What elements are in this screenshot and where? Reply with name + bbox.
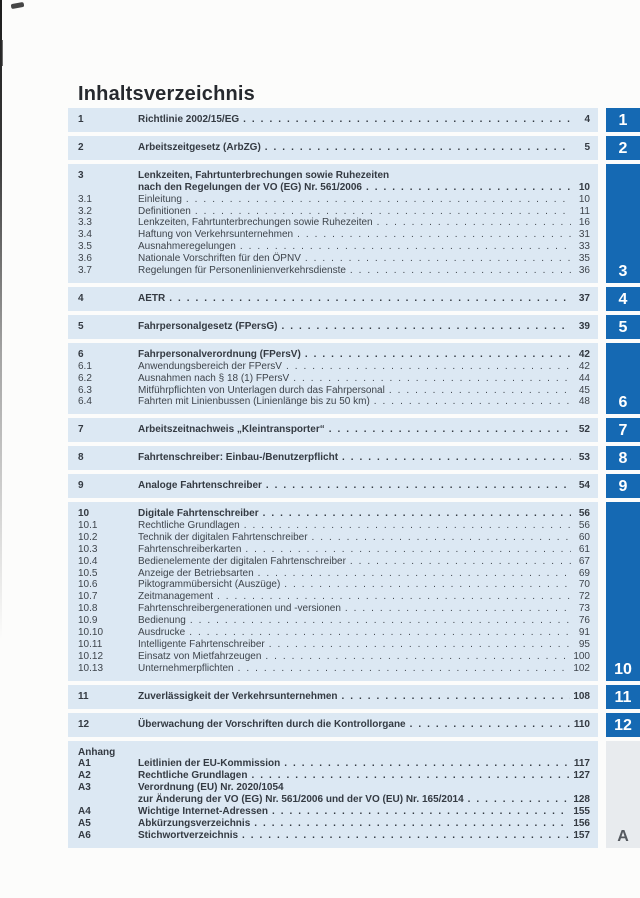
- toc-entry-page: 36: [578, 265, 590, 277]
- toc-entry-number: 10.12: [78, 650, 104, 662]
- toc-entry-page: 60: [578, 531, 590, 543]
- toc-group-stripe: [68, 502, 598, 681]
- chapter-tab-11: [606, 685, 640, 709]
- toc-entry-number: 10.8: [78, 603, 98, 615]
- toc-entry-title: Mitführpflichten von Unterlagen durch das Fahrpersonal: [138, 384, 385, 396]
- toc-entry-number: 10.9: [78, 615, 98, 627]
- toc-entry-title: Richtlinie 2002/15/EG: [138, 114, 240, 125]
- toc-entry-title: Intelligente Fahrtenschreiber: [138, 639, 265, 650]
- toc-entry-title: Überwachung der Vorschriften durch die Kontrollorgane: [138, 718, 406, 730]
- toc-entry-page: 127: [573, 770, 590, 782]
- dot-leader: [240, 241, 571, 253]
- toc-entry-number: 12: [78, 718, 90, 730]
- chapter-tab-3: [606, 164, 640, 283]
- dot-leader: [265, 651, 570, 663]
- toc-entry-title: Ausnahmeregelungen: [138, 241, 236, 253]
- toc-entry-page: 95: [578, 639, 590, 650]
- toc-entry-number: 4: [78, 292, 84, 304]
- toc-entry: [78, 758, 590, 770]
- chapter-tab-label: 7: [618, 422, 628, 440]
- toc-entry-title: Technik der digitalen Fahrtenschreiber: [138, 531, 308, 543]
- dot-leader: [410, 719, 571, 731]
- toc-entry-number: 10.7: [78, 591, 98, 603]
- toc-entry: [78, 770, 590, 782]
- dot-leader: [374, 396, 571, 408]
- toc-entry-title: Haftung von Verkehrsunternehmen: [138, 229, 294, 241]
- toc-entry: [78, 396, 590, 408]
- toc-entry-page: 91: [578, 627, 590, 639]
- toc-entry-title: Abkürzungsverzeichnis: [138, 817, 251, 829]
- dot-leader: [284, 579, 571, 591]
- toc-entry-title: AETR: [138, 292, 166, 304]
- dot-leader: [243, 114, 571, 126]
- toc-group: [68, 741, 640, 848]
- chapter-tab-4: [606, 287, 640, 311]
- toc-entry-page: 44: [578, 372, 590, 384]
- toc-entry: [78, 349, 590, 361]
- toc-entry-number: 10.10: [78, 627, 104, 639]
- dot-leader: [284, 758, 571, 770]
- dot-leader: [254, 818, 570, 830]
- toc-entry-title: Bedienung: [138, 615, 186, 627]
- chapter-tab-label: 2: [618, 139, 628, 157]
- toc-entry-number: 3.1: [78, 193, 92, 205]
- toc-group: [68, 685, 640, 709]
- toc-entry-number: 8: [78, 452, 84, 464]
- dot-leader: [272, 806, 570, 818]
- scan-speck-artifact: [1, 40, 3, 66]
- dot-leader: [281, 321, 571, 333]
- toc-entry: [78, 556, 590, 568]
- toc-entry-page: 72: [578, 591, 590, 603]
- toc-entry: [78, 114, 590, 126]
- toc-entry: [78, 170, 590, 182]
- toc-entry: [78, 265, 590, 277]
- toc-group: [68, 164, 640, 283]
- toc-entry-page: 52: [578, 424, 590, 436]
- dot-leader: [258, 568, 571, 580]
- toc-entry-title: Fahrpersonalgesetz (FPersG): [138, 320, 278, 332]
- toc-entry: [78, 818, 590, 830]
- toc-entry-number: 6.3: [78, 384, 92, 396]
- toc-entry-number: A2: [78, 770, 91, 782]
- toc-entry: [78, 452, 590, 464]
- toc-entry-number: 10.6: [78, 579, 98, 591]
- table-of-contents: [68, 108, 640, 848]
- toc-entry-title: Anzeige der Betriebsarten: [138, 567, 254, 579]
- toc-entry: [78, 253, 590, 265]
- toc-entry-page: 31: [578, 229, 590, 241]
- dot-leader: [312, 532, 571, 544]
- toc-entry-title: Unternehmerpflichten: [138, 662, 234, 674]
- chapter-tab-a: [606, 741, 640, 848]
- toc-group: [68, 502, 640, 681]
- chapter-tab-label: 5: [618, 318, 628, 336]
- toc-entry: [78, 663, 590, 675]
- toc-entry-page: 54: [578, 480, 590, 492]
- toc-entry-number: 10.5: [78, 567, 98, 579]
- chapter-tab-label: 4: [618, 290, 628, 308]
- toc-group-stripe: [68, 713, 598, 737]
- toc-group: [68, 287, 640, 311]
- toc-entry: [78, 194, 590, 206]
- toc-entry-page: 110: [573, 718, 590, 730]
- chapter-tab-6: [606, 343, 640, 415]
- toc-entry-title: Bedienelemente der digitalen Fahrtenschreiber: [138, 555, 346, 567]
- toc-entry-number: 10.11: [78, 639, 103, 650]
- toc-entry-page: 5: [584, 141, 590, 153]
- toc-entry: [78, 603, 590, 615]
- toc-entry-title: Rechtliche Grundlagen: [138, 519, 240, 531]
- toc-entry: [78, 480, 590, 492]
- page-title: Inhaltsverzeichnis: [78, 83, 255, 105]
- chapter-tab-label: 6: [618, 394, 628, 412]
- toc-entry-page: 157: [573, 829, 590, 841]
- toc-entry-title: Arbeitszeitnachweis „Kleintransporter“: [138, 424, 325, 436]
- toc-entry: [78, 520, 590, 532]
- toc-entry-page: 10: [578, 181, 590, 193]
- toc-entry-number: 3: [78, 169, 84, 181]
- toc-entry: [78, 782, 590, 794]
- toc-entry-number: 11: [78, 690, 89, 702]
- dot-leader: [242, 830, 570, 842]
- dot-leader: [468, 794, 571, 806]
- toc-entry: [78, 321, 590, 333]
- dot-leader: [169, 293, 571, 305]
- toc-entry-title: Ausnahmen nach § 18 (1) FPersV: [138, 372, 290, 384]
- dot-leader: [263, 508, 571, 520]
- dot-leader: [293, 373, 571, 385]
- toc-entry-title: Definitionen: [138, 205, 191, 217]
- chapter-tab-8: [606, 446, 640, 470]
- toc-entry-title: Regelungen für Personenlinienverkehrsdienste: [138, 265, 346, 277]
- toc-entry-page: 37: [578, 292, 590, 304]
- toc-entry-title: Fahrpersonalverordnung (FPersV): [138, 348, 301, 360]
- toc-entry-title: Piktogrammübersicht (Auszüge): [138, 579, 281, 591]
- toc-entry-number: 6.2: [78, 372, 92, 384]
- toc-entry: [78, 508, 590, 520]
- dot-leader: [345, 603, 571, 615]
- toc-group: [68, 343, 640, 415]
- toc-entry-number: A3: [78, 782, 91, 794]
- toc-entry: [78, 293, 590, 305]
- chapter-tab-7: [606, 418, 640, 442]
- toc-entry-page: 73: [578, 603, 590, 615]
- toc-entry-number: 6.4: [78, 396, 92, 408]
- toc-entry-title: Einsatz von Mietfahrzeugen: [138, 650, 262, 662]
- toc-entry: [78, 579, 590, 591]
- scan-speck-artifact: [11, 2, 25, 9]
- toc-entry-number: 10: [78, 508, 90, 520]
- toc-entry-title: Zeitmanagement: [138, 591, 214, 603]
- toc-entry-number: 10.1: [78, 519, 98, 531]
- toc-group: [68, 474, 640, 498]
- toc-entry-page: 33: [578, 241, 590, 253]
- toc-entry-number: 10.2: [78, 531, 98, 543]
- dot-leader: [342, 452, 571, 464]
- toc-entry-page: 53: [578, 452, 590, 464]
- dot-leader: [305, 253, 571, 265]
- toc-entry-number: A6: [78, 829, 91, 841]
- chapter-tab-9: [606, 474, 640, 498]
- dot-leader: [286, 361, 571, 373]
- dot-leader: [342, 691, 571, 703]
- toc-entry-page: 69: [578, 567, 590, 579]
- toc-group-stripe: [68, 164, 598, 283]
- toc-group-stripe: [68, 108, 598, 132]
- toc-group: [68, 108, 640, 132]
- toc-entry-title: Wichtige Internet-Adressen: [138, 806, 268, 818]
- toc-entry: [78, 747, 590, 759]
- toc-entry-page: 42: [578, 360, 590, 372]
- toc-group-stripe: [68, 418, 598, 442]
- toc-group: [68, 418, 640, 442]
- toc-entry: [78, 615, 590, 627]
- toc-entry: [78, 719, 590, 731]
- toc-entry-number: 1: [78, 114, 84, 125]
- toc-entry: [78, 568, 590, 580]
- toc-entry-page: 117: [573, 758, 590, 770]
- chapter-tab-label: 9: [618, 478, 628, 496]
- toc-entry: [78, 639, 590, 651]
- toc-group-stripe: [68, 136, 598, 160]
- toc-entry: [78, 182, 590, 194]
- toc-entry-page: 4: [584, 114, 590, 125]
- scan-edge-artifact: [0, 0, 2, 640]
- toc-entry: [78, 373, 590, 385]
- toc-entry-number: Anhang: [78, 746, 116, 758]
- dot-leader: [297, 229, 571, 241]
- toc-entry-title: Lenkzeiten, Fahrtunterbrechungen sowie Ruhezeiten: [138, 169, 390, 181]
- toc-group: [68, 713, 640, 737]
- dot-leader: [350, 556, 571, 568]
- toc-entry: [78, 217, 590, 229]
- toc-entry-number: 3.5: [78, 241, 92, 253]
- toc-group: [68, 315, 640, 339]
- toc-entry-page: 61: [578, 543, 590, 555]
- dot-leader: [244, 520, 571, 532]
- toc-entry-page: 35: [578, 253, 590, 265]
- toc-entry-title: Stichwortverzeichnis: [138, 829, 239, 841]
- dot-leader: [377, 217, 571, 229]
- toc-entry-number: 7: [78, 424, 84, 436]
- toc-entry-page: 11: [579, 205, 590, 217]
- chapter-tab-10: [606, 502, 640, 681]
- chapter-tab-label: 3: [618, 262, 628, 280]
- toc-entry-page: 155: [573, 806, 590, 818]
- toc-entry-title: Zuverlässigkeit der Verkehrsunternehmen: [138, 690, 338, 702]
- toc-entry: [78, 385, 590, 397]
- toc-entry-number: 3.6: [78, 253, 92, 265]
- toc-entry-number: 9: [78, 480, 84, 492]
- toc-entry-title: Arbeitszeitgesetz (ArbZG): [138, 141, 261, 153]
- dot-leader: [190, 615, 571, 627]
- toc-entry-number: 6.1: [78, 360, 92, 372]
- toc-entry-title: Fahrtenschreibergenerationen und -versionen: [138, 603, 341, 615]
- chapter-tab-2: [606, 136, 640, 160]
- chapter-tab-label: 1: [618, 111, 628, 129]
- toc-entry-page: 56: [578, 519, 590, 531]
- toc-group-stripe: [68, 685, 598, 709]
- toc-entry: [78, 142, 590, 154]
- toc-entry: [78, 794, 590, 806]
- toc-entry-page: 70: [578, 579, 590, 591]
- dot-leader: [265, 142, 571, 154]
- toc-group: [68, 136, 640, 160]
- toc-entry: [78, 424, 590, 436]
- toc-entry-title: Rechtliche Grundlagen: [138, 770, 248, 782]
- toc-entry-title: Fahrten mit Linienbussen (Linienlänge bis zu 50 km): [138, 396, 370, 408]
- toc-entry: [78, 830, 590, 842]
- toc-entry-page: 67: [578, 555, 590, 567]
- toc-entry-title: Lenkzeiten, Fahrtunterbrechungen sowie Ruhezeiten: [138, 217, 373, 229]
- toc-entry-number: A4: [78, 806, 91, 818]
- chapter-tab-label: 10: [614, 660, 632, 678]
- toc-entry-title: Verordnung (EU) Nr. 2020/1054: [138, 782, 284, 794]
- toc-entry-page: 108: [573, 690, 590, 702]
- toc-entry-number: 10.13: [78, 662, 104, 674]
- toc-entry-number: A5: [78, 817, 91, 829]
- dot-leader: [238, 663, 571, 675]
- toc-entry-title: nach den Regelungen der VO (EG) Nr. 561/2006: [138, 181, 362, 193]
- dot-leader: [389, 385, 571, 397]
- toc-entry-number: 3.2: [78, 205, 92, 217]
- toc-entry-page: 100: [573, 650, 590, 662]
- toc-entry: [78, 229, 590, 241]
- toc-entry-page: 39: [578, 320, 590, 332]
- toc-entry-number: A1: [78, 758, 91, 770]
- toc-entry-page: 56: [578, 508, 590, 520]
- dot-leader: [245, 544, 571, 556]
- dot-leader: [269, 639, 571, 651]
- chapter-tab-label: 12: [614, 716, 632, 734]
- toc-entry-page: 128: [573, 794, 590, 806]
- toc-entry: [78, 627, 590, 639]
- toc-entry: [78, 241, 590, 253]
- dot-leader: [329, 424, 571, 436]
- dot-leader: [305, 349, 571, 361]
- toc-group: [68, 446, 640, 470]
- toc-entry-number: 3.3: [78, 217, 92, 229]
- dot-leader: [189, 627, 571, 639]
- toc-entry: [78, 544, 590, 556]
- toc-entry-title: Leitlinien der EU-Kommission: [138, 758, 281, 770]
- toc-entry-number: 10.4: [78, 555, 98, 567]
- dot-leader: [195, 206, 571, 218]
- toc-entry-page: 156: [573, 817, 590, 829]
- toc-entry: [78, 651, 590, 663]
- toc-entry-number: 10.3: [78, 543, 98, 555]
- toc-entry-page: 48: [578, 396, 590, 408]
- toc-entry-number: 5: [78, 320, 84, 332]
- toc-entry-title: zur Änderung der VO (EG) Nr. 561/2006 und der VO (EU) Nr. 165/2014: [138, 794, 464, 806]
- chapter-tab-5: [606, 315, 640, 339]
- toc-entry: [78, 591, 590, 603]
- toc-entry-page: 102: [573, 662, 590, 674]
- toc-entry-title: Analoge Fahrtenschreiber: [138, 480, 262, 492]
- chapter-tab-label: 11: [614, 688, 632, 706]
- toc-entry-page: 45: [578, 384, 590, 396]
- toc-entry: [78, 361, 590, 373]
- chapter-tab-1: [606, 108, 640, 132]
- toc-group-stripe: [68, 287, 598, 311]
- toc-entry-title: Anwendungsbereich der FPersV: [138, 360, 282, 372]
- toc-entry: [78, 532, 590, 544]
- chapter-tab-12: [606, 713, 640, 737]
- chapter-tab-label: A: [617, 827, 629, 845]
- toc-group-stripe: [68, 741, 598, 848]
- chapter-tab-label: 8: [618, 450, 628, 468]
- toc-entry-page: 16: [578, 217, 590, 229]
- toc-entry-title: Ausdrucke: [138, 627, 186, 639]
- toc-group-stripe: [68, 474, 598, 498]
- dot-leader: [366, 182, 571, 194]
- toc-entry-number: 2: [78, 141, 84, 153]
- toc-entry-title: Nationale Vorschriften für den ÖPNV: [138, 253, 301, 265]
- toc-group-stripe: [68, 446, 598, 470]
- dot-leader: [217, 591, 571, 603]
- toc-entry: [78, 206, 590, 218]
- dot-leader: [186, 194, 571, 206]
- toc-entry-number: 3.7: [78, 265, 92, 277]
- toc-group-stripe: [68, 315, 598, 339]
- toc-entry-number: 6: [78, 348, 84, 360]
- toc-entry: [78, 806, 590, 818]
- dot-leader: [350, 265, 571, 277]
- toc-group-stripe: [68, 343, 598, 415]
- toc-entry: [78, 691, 590, 703]
- toc-entry-page: 10: [578, 193, 590, 205]
- toc-entry-title: Fahrtenschreiber: Einbau-/Benutzerpflicht: [138, 452, 339, 464]
- dot-leader: [266, 480, 571, 492]
- toc-entry-number: 3.4: [78, 229, 92, 241]
- toc-entry-page: 76: [578, 615, 590, 627]
- toc-entry-title: Digitale Fahrtenschreiber: [138, 508, 259, 520]
- toc-entry-title: Einleitung: [138, 193, 182, 205]
- toc-entry-title: Fahrtenschreiberkarten: [138, 543, 242, 555]
- dot-leader: [251, 770, 570, 782]
- toc-entry-page: 42: [578, 348, 590, 360]
